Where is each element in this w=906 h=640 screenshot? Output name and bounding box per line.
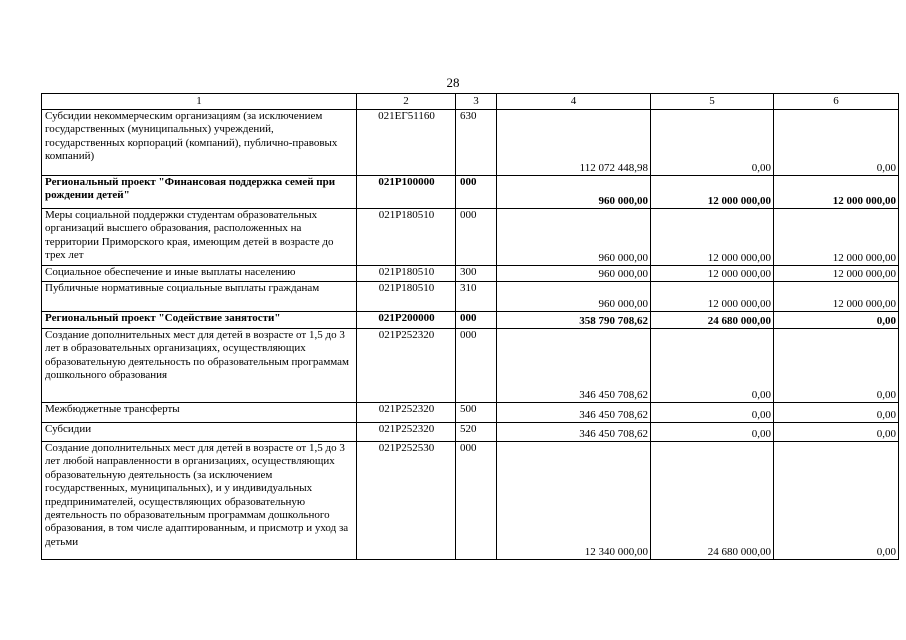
row-expense-type: 310: [456, 282, 497, 312]
row-code: 021Р252320: [357, 423, 456, 442]
row-code: 021Р100000: [357, 176, 456, 209]
row-expense-type: 000: [456, 312, 497, 329]
row-name: Субсидии некоммерческим организациям (за исключением государственных (муниципальных) учреждений, государственных корпораций (компаний), публично-правовых компаний): [42, 110, 357, 176]
table-row: [42, 442, 899, 560]
row-value-col6: 12 000 000,00: [774, 282, 899, 312]
row-value-col5: 0,00: [651, 329, 774, 403]
row-value-col6: 12 000 000,00: [774, 266, 899, 282]
column-header: 4: [497, 94, 651, 110]
row-value-col5: 12 000 000,00: [651, 209, 774, 266]
row-code: 021Р200000: [357, 312, 456, 329]
table-row: [42, 312, 899, 329]
row-value-col6: 0,00: [774, 423, 899, 442]
row-name: Создание дополнительных мест для детей в возрасте от 1,5 до 3 лет в образовательных организациях, осуществляющих образовательную деятельность по образовательным программам дошкольного образования: [42, 329, 357, 403]
column-header: 1: [42, 94, 357, 110]
row-value-col5: 12 000 000,00: [651, 176, 774, 209]
row-value-col6: 0,00: [774, 442, 899, 560]
row-value-col5: 0,00: [651, 423, 774, 442]
column-header: 6: [774, 94, 899, 110]
column-header: 3: [456, 94, 497, 110]
row-expense-type: 300: [456, 266, 497, 282]
budget-table: [41, 93, 899, 560]
row-value-col6: 0,00: [774, 329, 899, 403]
row-value-col6: 0,00: [774, 403, 899, 423]
row-value-col4: 960 000,00: [497, 176, 651, 209]
row-value-col5: 12 000 000,00: [651, 282, 774, 312]
row-value-col4: 960 000,00: [497, 209, 651, 266]
row-value-col4: 112 072 448,98: [497, 110, 651, 176]
row-code: 021Р180510: [357, 209, 456, 266]
row-code: 021ЕГ51160: [357, 110, 456, 176]
row-value-col6: 0,00: [774, 110, 899, 176]
table-row: [42, 282, 899, 312]
row-expense-type: 520: [456, 423, 497, 442]
row-value-col4: 960 000,00: [497, 266, 651, 282]
row-name: Региональный проект "Финансовая поддержка семей при рождении детей": [42, 176, 357, 209]
row-value-col4: 12 340 000,00: [497, 442, 651, 560]
row-value-col6: 0,00: [774, 312, 899, 329]
row-expense-type: 000: [456, 209, 497, 266]
row-name: Публичные нормативные социальные выплаты гражданам: [42, 282, 357, 312]
row-code: 021Р180510: [357, 282, 456, 312]
row-value-col5: 12 000 000,00: [651, 266, 774, 282]
column-header: 2: [357, 94, 456, 110]
row-value-col6: 12 000 000,00: [774, 209, 899, 266]
row-name: Создание дополнительных мест для детей в возрасте от 1,5 до 3 лет любой направленности в организациях, осуществляющих образовательную деятельность (за исключением государственных, муниципальных), и у индивидуальных предпринимателей, осуществляющих образовательную деятельность по образовательным программам дошкольного образования, в том числе адаптированным, и присмотр и уход за детьми: [42, 442, 357, 560]
row-value-col5: 24 680 000,00: [651, 312, 774, 329]
table-row: [42, 329, 899, 403]
table-row: [42, 266, 899, 282]
table-row: [42, 110, 899, 176]
row-value-col4: 346 450 708,62: [497, 403, 651, 423]
table-row: [42, 403, 899, 423]
row-code: 021Р252530: [357, 442, 456, 560]
page-number: 28: [446, 75, 460, 90]
row-value-col5: 0,00: [651, 110, 774, 176]
row-value-col4: 346 450 708,62: [497, 423, 651, 442]
row-value-col4: 346 450 708,62: [497, 329, 651, 403]
row-expense-type: 000: [456, 442, 497, 560]
row-name: Меры социальной поддержки студентам образовательных организаций высшего образования, расположенных на территории Приморского края, имеющим детей в возрасте до трех лет: [42, 209, 357, 266]
row-value-col5: 0,00: [651, 403, 774, 423]
row-code: 021Р180510: [357, 266, 456, 282]
row-name: Межбюджетные трансферты: [42, 403, 357, 423]
row-value-col4: 960 000,00: [497, 282, 651, 312]
column-number-row: [42, 94, 899, 110]
row-value-col4: 358 790 708,62: [497, 312, 651, 329]
row-name: Региональный проект "Содействие занятости": [42, 312, 357, 329]
row-name: Социальное обеспечение и иные выплаты населению: [42, 266, 357, 282]
row-expense-type: 630: [456, 110, 497, 176]
column-header: 5: [651, 94, 774, 110]
table-row: [42, 209, 899, 266]
row-name: Субсидии: [42, 423, 357, 442]
row-code: 021Р252320: [357, 403, 456, 423]
row-expense-type: 000: [456, 329, 497, 403]
row-expense-type: 500: [456, 403, 497, 423]
row-value-col5: 24 680 000,00: [651, 442, 774, 560]
table-row: [42, 176, 899, 209]
row-expense-type: 000: [456, 176, 497, 209]
row-code: 021Р252320: [357, 329, 456, 403]
row-value-col6: 12 000 000,00: [774, 176, 899, 209]
table-row: [42, 423, 899, 442]
